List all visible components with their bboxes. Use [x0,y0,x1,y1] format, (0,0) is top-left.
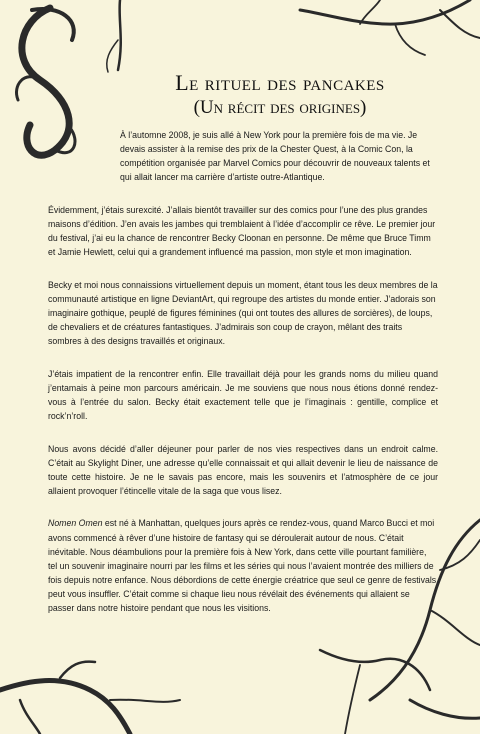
article-body [48,128,438,615]
paragraph-6 [48,516,438,615]
paragraph-6-text: est né à Manhattan, quelques jours après ce rendez-vous, quand Marco Bucci et moi avons commencé à rêver d’une histoire de fantasy qui se déroulerait autour de nous. C’était inévitable. Nous déambulions pour la première fois à New York, dans cette ville pourtant familière, tel un souvenir imaginaire nourri par les films et les séries qui nous l’avaient montrée des milliers de fois depuis notre enfance. Nous débordions de cette énergie créatrice que seul ce genre de festivals peut vous insuffler. C’était comme si chaque lieu nous révélait des événements qui allaient se passer dans notre histoire pendant que nous les visitions. [48,518,437,614]
paragraph-3: Becky et moi nous connaissions virtuellement depuis un moment, étant tous les deux membres de la communauté artistique en ligne DeviantArt, qui regroupe des artistes du monde entier. J’adorais son imaginaire gothique, peuplé de figures féminines (qui ont toutes des allures de sorcières), de loups, de chevaliers et de créatures fantastiques. J’admirais son coup de crayon, mêlant des traits sombres à des designs travaillés et originaux. [48,279,438,347]
paragraph-4: J’étais impatient de la rencontrer enfin. Elle travaillait déjà pour les grands noms du milieu quand j’entamais à peine mon parcours américain. Je me souviens que nous nous étions donné rendez-vous à l’entrée du salon. Becky était exactement telle que je l’imaginais : gentille, complice et rock’n’roll. [48,368,438,421]
paragraph-2: Évidemment, j’étais surexcité. J’allais bientôt travailler sur des comics pour l’une des plus grandes maisons d’édition. J’en avais les jambes qui tremblaient à l’idée d’accomplir ce rêve. Le premier jour du festival, j’ai eu la chance de rencontrer Becky Cloonan en personne. De même que Bruce Timm et Jamie Hewlett, celui qui a grandement influencé ma passion, mon style et mon imagination. [48,204,436,258]
paragraph-1: À l’automne 2008, je suis allé à New York pour la première fois de ma vie. Je devais assister à la remise des prix de la Chester Quest, à la Comic Con, la compétition organisée par Marvel Comics pour découvrir de nouveaux talents et qui allait lancer ma carrière d’artiste outre-Atlantique. [120,130,430,183]
page-title: Le rituel des pancakes [175,70,385,95]
book-title: Nomen Omen [48,518,103,529]
paragraph-5: Nous avons décidé d’aller déjeuner pour parler de nos vies respectives dans un endroit calme. C’était au Skylight Diner, une adresse qu’elle connaissait et qui allait devenir le lieu de naissance de toute cette histoire. Je ne le savais pas encore, mais les souvenirs et l’atmosphère de ce jour allaient provoquer l’étincelle vitale de la saga que vous lisez. [48,443,438,496]
page-subtitle: (Un récit des origines) [193,97,367,118]
title-block [100,70,460,120]
